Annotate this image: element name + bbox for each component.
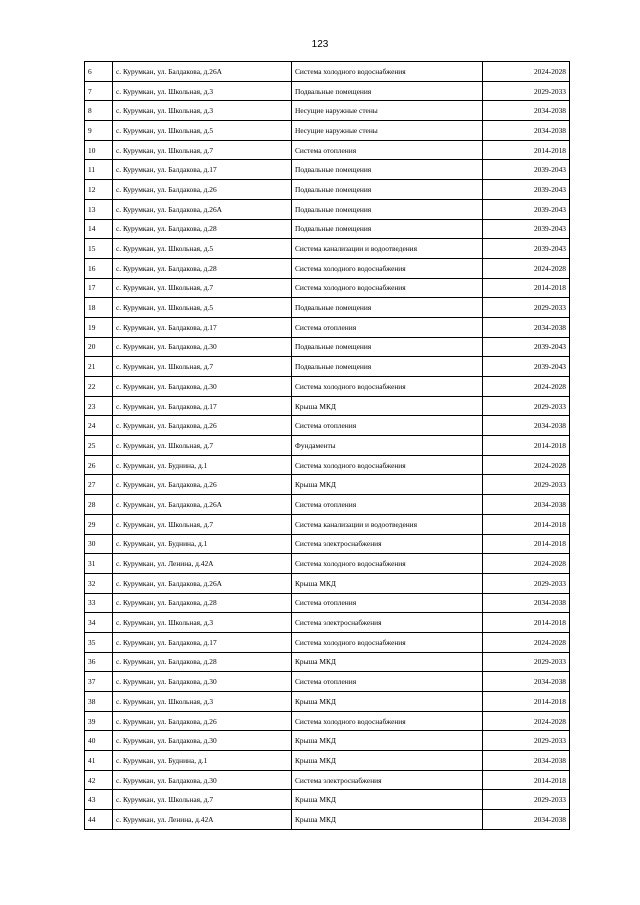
- system-cell: Система холодного водоснабжения: [292, 632, 483, 652]
- table-row: [85, 692, 570, 712]
- table-row: [85, 357, 570, 377]
- period-cell: 2029-2033: [483, 790, 570, 810]
- period-cell: 2014-2018: [483, 278, 570, 298]
- period-cell: 2029-2033: [483, 573, 570, 593]
- row-number-cell: 39: [85, 711, 113, 731]
- period-cell: 2014-2018: [483, 770, 570, 790]
- address-cell: с. Курумкан, ул. Буднина, д.1: [113, 534, 292, 554]
- address-cell: с. Курумкан, ул. Балдакова, д.17: [113, 632, 292, 652]
- row-number-cell: 30: [85, 534, 113, 554]
- table-row: [85, 573, 570, 593]
- period-cell: 2014-2018: [483, 692, 570, 712]
- system-cell: Крыша МКД: [292, 810, 483, 830]
- row-number-cell: 8: [85, 101, 113, 121]
- period-cell: 2039-2043: [483, 199, 570, 219]
- address-cell: с. Курумкан, ул. Балдакова, д.28: [113, 593, 292, 613]
- period-cell: 2039-2043: [483, 180, 570, 200]
- address-cell: с. Курумкан, ул. Балдакова, д.30: [113, 770, 292, 790]
- table-row: [85, 278, 570, 298]
- table-row: [85, 121, 570, 141]
- system-cell: Система отопления: [292, 416, 483, 436]
- system-cell: Крыша МКД: [292, 731, 483, 751]
- period-cell: 2039-2043: [483, 219, 570, 239]
- address-cell: с. Курумкан, ул. Школьная, д.7: [113, 514, 292, 534]
- period-cell: 2014-2018: [483, 534, 570, 554]
- row-number-cell: 12: [85, 180, 113, 200]
- table-row: [85, 554, 570, 574]
- table-row: [85, 436, 570, 456]
- table-row: [85, 377, 570, 397]
- table-row: [85, 711, 570, 731]
- row-number-cell: 38: [85, 692, 113, 712]
- row-number-cell: 32: [85, 573, 113, 593]
- address-cell: с. Курумкан, ул. Буднина, д.1: [113, 751, 292, 771]
- period-cell: 2024-2028: [483, 455, 570, 475]
- address-cell: с. Курумкан, ул. Школьная, д.7: [113, 278, 292, 298]
- row-number-cell: 35: [85, 632, 113, 652]
- row-number-cell: 23: [85, 396, 113, 416]
- period-cell: 2034-2038: [483, 101, 570, 121]
- table-row: [85, 140, 570, 160]
- address-cell: с. Курумкан, ул. Школьная, д.7: [113, 790, 292, 810]
- table-row: [85, 199, 570, 219]
- system-cell: Крыша МКД: [292, 396, 483, 416]
- system-cell: Крыша МКД: [292, 692, 483, 712]
- period-cell: 2039-2043: [483, 337, 570, 357]
- address-cell: с. Курумкан, ул. Балдакова, д.26А: [113, 62, 292, 82]
- table-row: [85, 62, 570, 82]
- table-row: [85, 770, 570, 790]
- address-cell: с. Курумкан, ул. Балдакова, д.30: [113, 337, 292, 357]
- address-cell: с. Курумкан, ул. Балдакова, д.26: [113, 416, 292, 436]
- row-number-cell: 44: [85, 810, 113, 830]
- period-cell: 2029-2033: [483, 652, 570, 672]
- page-number: 123: [311, 39, 329, 50]
- system-cell: Несущие наружные стены: [292, 101, 483, 121]
- row-number-cell: 7: [85, 81, 113, 101]
- address-cell: с. Курумкан, ул. Балдакова, д.28: [113, 219, 292, 239]
- row-number-cell: 34: [85, 613, 113, 633]
- period-cell: 2024-2028: [483, 711, 570, 731]
- system-cell: Система отопления: [292, 672, 483, 692]
- address-cell: с. Курумкан, ул. Балдакова, д.28: [113, 258, 292, 278]
- period-cell: 2039-2043: [483, 239, 570, 259]
- table-row: [85, 219, 570, 239]
- system-cell: Подвальные помещения: [292, 337, 483, 357]
- system-cell: Крыша МКД: [292, 652, 483, 672]
- address-cell: с. Курумкан, ул. Балдакова, д.26: [113, 475, 292, 495]
- system-cell: Крыша МКД: [292, 475, 483, 495]
- period-cell: 2039-2043: [483, 357, 570, 377]
- table-row: [85, 534, 570, 554]
- row-number-cell: 11: [85, 160, 113, 180]
- address-cell: с. Курумкан, ул. Школьная, д.5: [113, 239, 292, 259]
- row-number-cell: 20: [85, 337, 113, 357]
- row-number-cell: 17: [85, 278, 113, 298]
- table-row: [85, 81, 570, 101]
- period-cell: 2024-2028: [483, 62, 570, 82]
- table-row: [85, 790, 570, 810]
- period-cell: 2024-2028: [483, 554, 570, 574]
- address-cell: с. Курумкан, ул. Балдакова, д.30: [113, 731, 292, 751]
- row-number-cell: 15: [85, 239, 113, 259]
- row-number-cell: 9: [85, 121, 113, 141]
- system-cell: Система холодного водоснабжения: [292, 554, 483, 574]
- period-cell: 2034-2038: [483, 672, 570, 692]
- table-row: [85, 298, 570, 318]
- repair-schedule-table: [84, 61, 570, 830]
- system-cell: Несущие наружные стены: [292, 121, 483, 141]
- address-cell: с. Курумкан, ул. Школьная, д.3: [113, 101, 292, 121]
- period-cell: 2039-2043: [483, 160, 570, 180]
- row-number-cell: 24: [85, 416, 113, 436]
- address-cell: с. Курумкан, ул. Ленина, д.42А: [113, 810, 292, 830]
- system-cell: Крыша МКД: [292, 573, 483, 593]
- address-cell: с. Курумкан, ул. Ленина, д.42А: [113, 554, 292, 574]
- address-cell: с. Курумкан, ул. Школьная, д.7: [113, 357, 292, 377]
- period-cell: 2029-2033: [483, 475, 570, 495]
- period-cell: 2014-2018: [483, 514, 570, 534]
- row-number-cell: 10: [85, 140, 113, 160]
- table-row: [85, 396, 570, 416]
- system-cell: Система электроснабжения: [292, 770, 483, 790]
- system-cell: Подвальные помещения: [292, 357, 483, 377]
- row-number-cell: 22: [85, 377, 113, 397]
- row-number-cell: 36: [85, 652, 113, 672]
- address-cell: с. Курумкан, ул. Балдакова, д.26: [113, 711, 292, 731]
- row-number-cell: 29: [85, 514, 113, 534]
- period-cell: 2034-2038: [483, 317, 570, 337]
- row-number-cell: 40: [85, 731, 113, 751]
- row-number-cell: 18: [85, 298, 113, 318]
- address-cell: с. Курумкан, ул. Балдакова, д.28: [113, 652, 292, 672]
- period-cell: 2034-2038: [483, 121, 570, 141]
- table-row: [85, 495, 570, 515]
- table-row: [85, 652, 570, 672]
- address-cell: с. Курумкан, ул. Школьная, д.7: [113, 140, 292, 160]
- system-cell: Система отопления: [292, 593, 483, 613]
- table-row: [85, 337, 570, 357]
- system-cell: Подвальные помещения: [292, 199, 483, 219]
- period-cell: 2029-2033: [483, 731, 570, 751]
- period-cell: 2034-2038: [483, 810, 570, 830]
- address-cell: с. Курумкан, ул. Буднина, д.1: [113, 455, 292, 475]
- system-cell: Система холодного водоснабжения: [292, 62, 483, 82]
- table-row: [85, 731, 570, 751]
- row-number-cell: 19: [85, 317, 113, 337]
- table-row: [85, 632, 570, 652]
- system-cell: Система канализации и водоотведения: [292, 239, 483, 259]
- row-number-cell: 41: [85, 751, 113, 771]
- system-cell: Система холодного водоснабжения: [292, 278, 483, 298]
- system-cell: Подвальные помещения: [292, 298, 483, 318]
- address-cell: с. Курумкан, ул. Балдакова, д.17: [113, 396, 292, 416]
- row-number-cell: 31: [85, 554, 113, 574]
- address-cell: с. Курумкан, ул. Балдакова, д.30: [113, 377, 292, 397]
- period-cell: 2024-2028: [483, 377, 570, 397]
- table-row: [85, 416, 570, 436]
- table-row: [85, 258, 570, 278]
- row-number-cell: 28: [85, 495, 113, 515]
- row-number-cell: 43: [85, 790, 113, 810]
- row-number-cell: 13: [85, 199, 113, 219]
- system-cell: Система электроснабжения: [292, 534, 483, 554]
- system-cell: Подвальные помещения: [292, 160, 483, 180]
- table-row: [85, 160, 570, 180]
- address-cell: с. Курумкан, ул. Балдакова, д.30: [113, 672, 292, 692]
- address-cell: с. Курумкан, ул. Школьная, д.5: [113, 121, 292, 141]
- table-row: [85, 514, 570, 534]
- address-cell: с. Курумкан, ул. Балдакова, д.26А: [113, 573, 292, 593]
- system-cell: Подвальные помещения: [292, 81, 483, 101]
- row-number-cell: 14: [85, 219, 113, 239]
- period-cell: 2014-2018: [483, 613, 570, 633]
- period-cell: 2034-2038: [483, 495, 570, 515]
- table-row: [85, 180, 570, 200]
- period-cell: 2024-2028: [483, 258, 570, 278]
- table-row: [85, 810, 570, 830]
- system-cell: Система отопления: [292, 140, 483, 160]
- address-cell: с. Курумкан, ул. Балдакова, д.17: [113, 160, 292, 180]
- system-cell: Система холодного водоснабжения: [292, 455, 483, 475]
- period-cell: 2034-2038: [483, 416, 570, 436]
- row-number-cell: 21: [85, 357, 113, 377]
- table-body: [85, 62, 570, 830]
- system-cell: Фундаменты: [292, 436, 483, 456]
- table-row: [85, 475, 570, 495]
- table-row: [85, 317, 570, 337]
- period-cell: 2029-2033: [483, 298, 570, 318]
- address-cell: с. Курумкан, ул. Школьная, д.3: [113, 692, 292, 712]
- system-cell: Система отопления: [292, 495, 483, 515]
- system-cell: Подвальные помещения: [292, 180, 483, 200]
- table-row: [85, 239, 570, 259]
- system-cell: Система холодного водоснабжения: [292, 377, 483, 397]
- address-cell: с. Курумкан, ул. Балдакова, д.26: [113, 180, 292, 200]
- address-cell: с. Курумкан, ул. Балдакова, д.26А: [113, 199, 292, 219]
- period-cell: 2029-2033: [483, 396, 570, 416]
- row-number-cell: 37: [85, 672, 113, 692]
- row-number-cell: 26: [85, 455, 113, 475]
- period-cell: 2034-2038: [483, 593, 570, 613]
- row-number-cell: 25: [85, 436, 113, 456]
- period-cell: 2029-2033: [483, 81, 570, 101]
- period-cell: 2034-2038: [483, 751, 570, 771]
- system-cell: Система канализации и водоотведения: [292, 514, 483, 534]
- period-cell: 2014-2018: [483, 436, 570, 456]
- table-row: [85, 593, 570, 613]
- system-cell: Система холодного водоснабжения: [292, 711, 483, 731]
- address-cell: с. Курумкан, ул. Балдакова, д.26А: [113, 495, 292, 515]
- row-number-cell: 33: [85, 593, 113, 613]
- address-cell: с. Курумкан, ул. Балдакова, д.17: [113, 317, 292, 337]
- system-cell: Система холодного водоснабжения: [292, 258, 483, 278]
- table-row: [85, 613, 570, 633]
- system-cell: Система электроснабжения: [292, 613, 483, 633]
- system-cell: Подвальные помещения: [292, 219, 483, 239]
- system-cell: Система отопления: [292, 317, 483, 337]
- row-number-cell: 6: [85, 62, 113, 82]
- table-row: [85, 751, 570, 771]
- address-cell: с. Курумкан, ул. Школьная, д.7: [113, 436, 292, 456]
- table-row: [85, 672, 570, 692]
- address-cell: с. Курумкан, ул. Школьная, д.3: [113, 81, 292, 101]
- address-cell: с. Курумкан, ул. Школьная, д.5: [113, 298, 292, 318]
- table-row: [85, 101, 570, 121]
- row-number-cell: 27: [85, 475, 113, 495]
- system-cell: Крыша МКД: [292, 790, 483, 810]
- period-cell: 2014-2018: [483, 140, 570, 160]
- row-number-cell: 16: [85, 258, 113, 278]
- system-cell: Крыша МКД: [292, 751, 483, 771]
- row-number-cell: 42: [85, 770, 113, 790]
- table-row: [85, 455, 570, 475]
- address-cell: с. Курумкан, ул. Школьная, д.3: [113, 613, 292, 633]
- period-cell: 2024-2028: [483, 632, 570, 652]
